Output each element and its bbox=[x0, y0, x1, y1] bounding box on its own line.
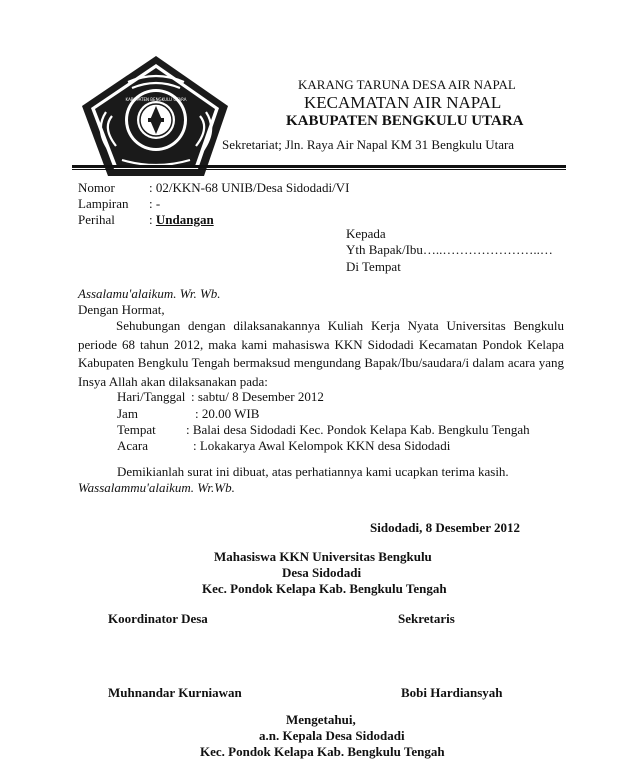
detail-label-place: Tempat bbox=[117, 422, 156, 437]
closing-sentence: Demikianlah surat ini dibuat, atas perhatiannya kami ucapkan terima kasih. bbox=[117, 464, 509, 479]
lampiran-value: : - bbox=[149, 196, 161, 211]
header-rule-thin bbox=[72, 169, 566, 170]
recipient-yth: Yth Bapak/Ibu…..…………………..… bbox=[346, 242, 553, 257]
kabupaten-heading: KABUPATEN BENGKULU UTARA bbox=[286, 113, 524, 129]
coordinator-title: Koordinator Desa bbox=[108, 611, 208, 626]
recipient-kepada: Kepada bbox=[346, 226, 386, 241]
detail-label-date: Hari/Tanggal bbox=[117, 389, 186, 404]
organization-name: KARANG TARUNA DESA AIR NAPAL bbox=[298, 77, 516, 92]
header-rule-thick bbox=[72, 165, 566, 168]
detail-label-event: Acara bbox=[117, 438, 149, 453]
perihal-value: Undangan bbox=[155, 212, 214, 227]
lampiran-label: Lampiran bbox=[78, 196, 129, 211]
detail-value-event: : Lokakarya Awal Kelompok KKN desa Sidodadi bbox=[193, 438, 451, 453]
perihal-label: Perihal bbox=[78, 212, 115, 227]
perihal-field bbox=[149, 212, 214, 228]
signing-date: Sidodadi, 8 Desember 2012 bbox=[370, 520, 520, 535]
detail-label-time: Jam bbox=[117, 406, 138, 421]
nomor-label: Nomor bbox=[78, 180, 115, 195]
closing-salam: Wassalammu'alaikum. Wr.Wb. bbox=[78, 480, 235, 495]
opening-salam: Assalamu'alaikum. Wr. Wb. bbox=[78, 286, 221, 301]
approval-line3: Kec. Pondok Kelapa Kab. Bengkulu Tengah bbox=[200, 744, 445, 759]
approval-heading: Mengetahui, bbox=[286, 712, 356, 727]
secretariat-address: Sekretariat; Jln. Raya Air Napal KM 31 Bengkulu Utara bbox=[222, 137, 515, 152]
detail-value-date: : sabtu/ 8 Desember 2012 bbox=[191, 389, 324, 404]
signer-org-line2: Desa Sidodadi bbox=[282, 565, 362, 580]
secretary-name: Bobi Hardiansyah bbox=[401, 685, 503, 700]
secretary-title: Sekretaris bbox=[398, 611, 455, 626]
detail-value-time: : 20.00 WIB bbox=[195, 406, 260, 421]
kecamatan-heading: KECAMATAN AIR NAPAL bbox=[304, 93, 502, 112]
approval-line2: a.n. Kepala Desa Sidodadi bbox=[259, 728, 405, 743]
signer-org-line3: Kec. Pondok Kelapa Kab. Bengkulu Tengah bbox=[202, 581, 447, 596]
body-paragraph: Sehubungan dengan dilaksanakannya Kuliah Kerja Nyata Universitas Bengkulu periode 68 tahun 2012, maka kami mahasiswa KKN Sidodadi Kecamatan Pondok Kelapa Kabupaten Bengkulu Tengah bermaksud mengundang Bapak/Ibu/saudara/i dalam acara yang Insya Allah akan dilaksanakan pada: bbox=[78, 318, 564, 389]
nomor-value: : 02/KKN-68 UNIB/Desa Sidodadi/VI bbox=[149, 180, 350, 195]
recipient-place: Di Tempat bbox=[346, 259, 401, 274]
greeting: Dengan Hormat, bbox=[78, 302, 165, 317]
coordinator-name: Muhnandar Kurniawan bbox=[108, 685, 242, 700]
perihal-colon: : bbox=[149, 212, 156, 227]
signer-org-line1: Mahasiswa KKN Universitas Bengkulu bbox=[214, 549, 432, 564]
svg-text:KABUPATEN BENGKULU UTARA: KABUPATEN BENGKULU UTARA bbox=[125, 97, 187, 102]
detail-value-place: : Balai desa Sidodadi Kec. Pondok Kelapa Kab. Bengkulu Tengah bbox=[186, 422, 530, 437]
